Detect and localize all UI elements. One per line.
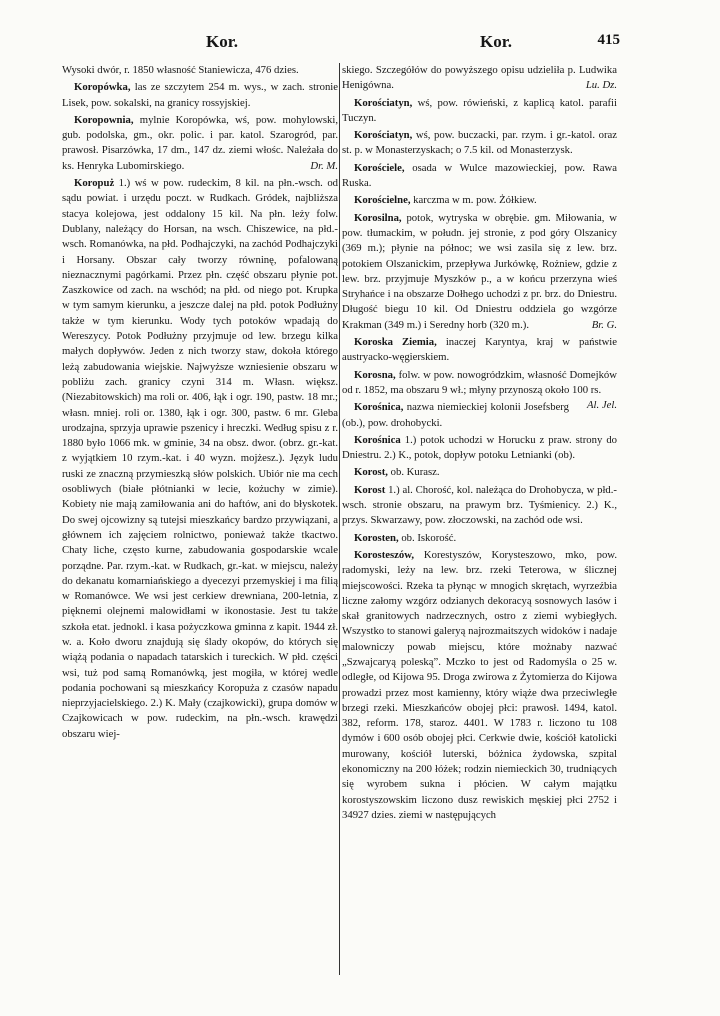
entry-text: inaczej Karyntya, kraj w państwie austryacko-węgierskiem. bbox=[342, 336, 618, 364]
page-header bbox=[60, 32, 620, 52]
dictionary-entry bbox=[62, 176, 338, 742]
dictionary-entry bbox=[342, 531, 617, 546]
author-signature: Dr. M. bbox=[310, 159, 338, 172]
running-head-left: Kor. bbox=[206, 32, 238, 51]
dictionary-entry bbox=[342, 161, 617, 192]
entry-headword: Korościele, bbox=[354, 161, 405, 174]
entry-text: ob. Kurasz. bbox=[390, 466, 440, 479]
page-number: 415 bbox=[597, 32, 620, 48]
entry-text: 1.) potok uchodzi w Horucku z praw. strony do Dniestru. 2.) K., potok, dopływ potoku Letnianki (ob). bbox=[342, 433, 618, 462]
entry-text: mylnie Koropówka, wś, pow. mohylowski, gub. podolska, gm., okr. polic. i par. katol. Szarogród, par. prawosł. Pisarzówka, 17 dm., 147 dz. ziemi włośc. Należała do ks. Henryka Lubomirskiego. bbox=[62, 113, 339, 172]
dictionary-entry bbox=[342, 96, 617, 127]
dictionary-entry bbox=[342, 433, 617, 464]
entry-headword: Korośnica bbox=[354, 433, 401, 446]
column-divider bbox=[339, 63, 340, 975]
entry-headword: Koroska Ziemia, bbox=[354, 336, 437, 349]
entry-headword: Korost, bbox=[354, 466, 388, 479]
dictionary-entry bbox=[342, 211, 617, 333]
entry-headword: Korost bbox=[354, 483, 386, 496]
dictionary-entry bbox=[62, 80, 338, 111]
entry-headword: Koropownia, bbox=[74, 113, 134, 126]
author-signature: Al. Jel. bbox=[587, 399, 617, 412]
dictionary-entry bbox=[62, 63, 338, 78]
dictionary-entry bbox=[62, 113, 338, 174]
entry-text: potok, wytryska w obrębie. gm. Miłowania, w pow. tłumackim, w połudn. jej stronie, z pod góry Olszanicy (369 m.); płynie na północ; we wsi zasila się z lew. brz. potokiem Olszanickim, przepływa Jurkówkę, Rożniew, gdzie z lew. brz. przyjmuje Myszków p., a w końcu przerzyna wieś Stryhańce i na obszarze Dołhego uchodzi z pr. brz. do Dniestru. Długość biegu 10 kil. Od Dniestru oddziela go wzgórze Krakman (349 m.) i Seredny horb (320 m.). bbox=[342, 211, 618, 331]
entry-text: ob. Iskorość. bbox=[401, 531, 457, 544]
entry-headword: Korosten, bbox=[354, 531, 399, 544]
entry-text: osada w Wulce mazowieckiej, pow. Rawa Ruska. bbox=[342, 161, 617, 190]
dictionary-entry bbox=[342, 335, 617, 366]
running-head-right: Kor. bbox=[480, 32, 512, 51]
entry-headword: Korościatyn, bbox=[354, 129, 413, 142]
dictionary-entry bbox=[342, 548, 617, 823]
entry-text: nazwa niemieckiej kolonii Josefsberg (ob.), pow. drohobycki. bbox=[342, 401, 570, 429]
right-column bbox=[342, 63, 617, 825]
author-signature: Lu. Dz. bbox=[585, 79, 617, 92]
entry-headword: Koropuż bbox=[74, 177, 115, 190]
entry-headword: Korosilna, bbox=[354, 211, 402, 224]
dictionary-entry bbox=[342, 128, 617, 159]
entry-text: Wysoki dwór, r. 1850 własność Staniewicza, 476 dzies. bbox=[62, 64, 299, 76]
entry-headword: Korosna, bbox=[354, 368, 396, 381]
author-signature: Br. G. bbox=[591, 318, 617, 331]
entry-headword: Koropówka, bbox=[74, 81, 131, 94]
entry-text: karczma w m. pow. Żółkiew. bbox=[413, 194, 537, 207]
entry-text: 1.) wś w pow. rudeckim, 8 kil. na płn.-wsch. od sądu powiat. i urzędu poczt. w Rudkach. Gródek, najbliższa stacya kolejowa, jest oddalony 15 kil. Na płn. leży folw. Dublany, należący do Horsan, na wsch. Chiszewice, na płd.-wsch. Romanówka, na płd. Podhajczyki, na zachód Podhajczyki i Horsany. Obszar cały tworzy równinę, pofalowaną nieznacznymi pagórkami. Przez płn. część obszaru płynie pot. Zaszkowice od zach. na wschód; na płd. od niego pot. Krupka w tym samym kierunku, a jeszcze dalej na płd. potok Podłużny także w tym kierunku. Wody tych potoków wpadają do Wereszycy. Potok Podłużny przyjmuje od lew. brzegu kilka małych dopływów. Jeden z nich tworzy staw, dokoła którego leżą zabudowania wiejskie. Najwyższe wzniesienie obszaru w pobliżu zach. granicy czyni 314 m. Własn. większ. (Niezabitowskich) ma roli or. 406, łąk i ogr. 190, pastw. 18 mr.; własn. mniej. roli or. 1380, łąk i ogr. 300, pastw. 6 mr. Gleba urodzajna, sprzyja uprawie pszenicy i hreczki. Według spisu z r. 1880 było 1066 mk. w gminie, 34 na obsz. dwor. (obrz. gr.-kat. z wyjątkiem 10 rzym.-kat. i 40 wyzn. mojżesz.). Język ludu ruski ze znaczną przymieszką słów polskich. Ubiór nie ma cech osobliwych (białe płótnianki w lecie, kożuchy w zimie). Kobiety nie mają zamiłowania ani do haftów, ani do błyskotek. Do swej ojcowizny są tutejsi mieszkańcy bardzo przywiązani, a głównem ich zajęciem rolnictwo, ponieważ także tkactwo. Chaty liche, często kurne, zabudowania gospodarskie wcale porządne. Par. rzym.-kat. w Rudkach, gr.-kat. w miejscu, należy do dekanatu komarniańskiego a dyecezyi przemyskiej i ma filią w Romanówce. We wsi jest cerkiew drewniana, 200-letnia, z pięknemi olejnemi malowidłami w ikonostasie. Jest tu także szkoła etat. jednokl. i kasa pożyczkowa gminna z kapit. 1944 zł. w. a. Koło dworu znajdują się ślady okopów, do których się wiążą podania o napadach tatarskich i tureckich. W płd. części wsi, tuż pod samą Romanówką, jest mogiła, w której wedle podania pochowani są mieszkańcy Koropuża z czasów napadu nieprzyjacielskiego. 2.) K. Mały (czajkowicki), grupa domów w Czajkowicach w pow. rudeckim, na płn.-wsch. krawędzi obszaru wiej- bbox=[62, 177, 339, 740]
entry-text: skiego. Szczegółów do powyższego opisu udzieliła p. Ludwika Henigówna. bbox=[342, 64, 617, 92]
entry-headword: Korościelne, bbox=[354, 194, 411, 207]
dictionary-entry bbox=[342, 193, 617, 208]
entry-text: folw. w pow. nowogródzkim, własność Domejków od r. 1852, ma obszaru 9 wł.; młyny przynoszą około 100 rs. bbox=[342, 368, 617, 396]
dictionary-entry bbox=[342, 63, 617, 94]
entry-headword: Korosteszów, bbox=[354, 548, 415, 561]
dictionary-entry bbox=[342, 465, 617, 480]
entry-text: las ze szczytem 254 m. wys., w zach. stronie Lisek, pow. sokalski, na granicy rossyjskiej. bbox=[62, 81, 339, 109]
entry-text: Korestyszów, Korysteszowo, mko, pow. radomyski, leży na lew. brz. rzeki Teterowa, w ślicznej miejscowości. Rzeka ta płynąc w mnogich skrętach, wyrzeźbia liczne załomy wzgórz odzianych dekoracyą sosnowych lasów i skał granitowych nadrzecznych, ostro z ziemi wybiegłych. Wszystko to stanowi galeryą najrozmaitszych widoków i nadaje malowniczy powab miejscu, które możnaby nazwać „Szwajcaryą poleską”. Mczko to jest od Radomyśla o 25 w. odległe, od Kijowa 95. Droga zwirowa z Żytomierza do Kijowa prowadzi przez most kamienny, który wiąże dwa przeciwległe brzegi rzeki. Mieszkańców obojej płci: prawosł. 1494, katol. 382, reform. 178, staroz. 4401. W 1783 r. liczono tu 108 dymów i 600 osób obojej płci. Cerkwie dwie, kościół katolicki murowany, kościół luterski, bóżnica żydowska, szpital ekonomiczny na 200 łóżek; rodzin niemieckich 30, trudniących się wyrobem sukna i płócien. W całym majątku korostyszowskim liczono dusz rewiskich męskiej płci 2752 i 34927 dzies. ziemi w następujących bbox=[342, 548, 618, 821]
dictionary-entry bbox=[342, 483, 617, 529]
entry-text: wś, pow. rówieński, z kaplicą katol. parafii Tuczyn. bbox=[342, 96, 617, 124]
entry-headword: Korościatyn, bbox=[354, 96, 413, 109]
entry-text: wś, pow. buczacki, par. rzym. i gr.-katol. oraz st. p. w Monasterzyskach; o 7.5 kil. od Monasterzysk. bbox=[342, 129, 617, 157]
entry-text: 1.) al. Chorość, kol. należąca do Drohobycza, w płd.-wsch. stronie obszaru, na prawym brz. Tyśmienicy. 2.) K., przys. Skwarzawy, pow. złoczowski, na zachód ode wsi. bbox=[342, 483, 617, 527]
left-column bbox=[62, 63, 338, 744]
entry-headword: Korośnica, bbox=[354, 401, 404, 414]
